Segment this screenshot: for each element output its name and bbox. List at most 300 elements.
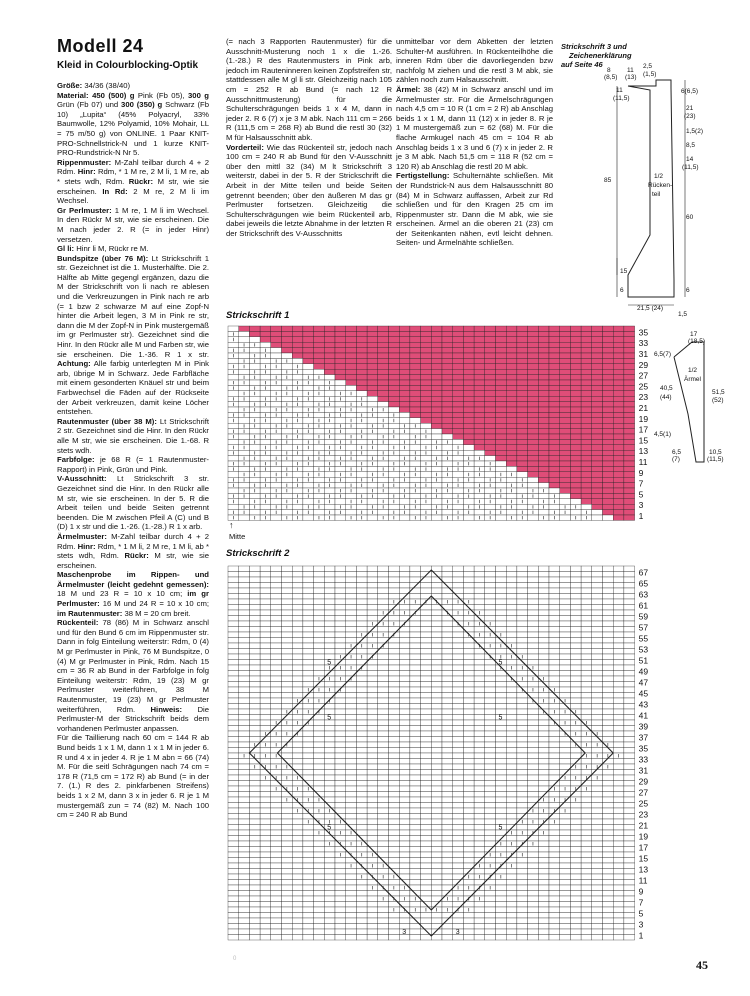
- pink-stitch-cell: [410, 353, 421, 358]
- pink-stitch-cell: [389, 391, 400, 396]
- stitch-cell: [592, 632, 603, 638]
- stitch-cell: [335, 786, 346, 792]
- pink-stitch-cell: [335, 353, 346, 358]
- pink-stitch-cell: [249, 326, 260, 331]
- stitch-cell: [399, 841, 410, 847]
- pink-stitch-cell: [431, 396, 442, 401]
- stitch-cell: [324, 748, 335, 754]
- stitch-cell: [228, 858, 239, 864]
- stitch-cell: [549, 874, 560, 880]
- stitch-cell: [517, 869, 528, 875]
- chart2-row-number: 61: [638, 600, 649, 611]
- stitch-cell: [538, 891, 549, 897]
- black-stitch-cell: [410, 429, 421, 434]
- stitch-cell: [421, 643, 432, 649]
- stitch-cell: [453, 687, 464, 693]
- black-stitch-cell: [249, 510, 260, 515]
- stitch-cell: [538, 869, 549, 875]
- pink-stitch-cell: [560, 402, 571, 407]
- stitch-cell: [517, 858, 528, 864]
- stitch-cell: [292, 572, 303, 578]
- pink-stitch-cell: [324, 369, 335, 374]
- stitch-cell: [378, 847, 389, 853]
- stitch-cell: [538, 874, 549, 880]
- pink-stitch-cell: [485, 342, 496, 347]
- stitch-cell: [613, 709, 624, 715]
- stitch-cell: [399, 715, 410, 721]
- pink-stitch-cell: [624, 412, 635, 417]
- pink-stitch-cell: [431, 418, 442, 423]
- stitch-cell: [528, 896, 539, 902]
- stitch-cell: [356, 896, 367, 902]
- stitch-cell: [463, 709, 474, 715]
- stitch-cell: [549, 610, 560, 616]
- stitch-cell: [603, 775, 614, 781]
- stitch-cell: [239, 896, 250, 902]
- stitch-cell: [378, 770, 389, 776]
- stitch-cell: [528, 753, 539, 759]
- stitch-cell: [282, 660, 293, 666]
- pink-stitch-cell: [528, 402, 539, 407]
- stitch-cell: [282, 753, 293, 759]
- stitch-cell: [249, 935, 260, 941]
- stitch-cell: [603, 825, 614, 831]
- black-stitch-cell: [442, 493, 453, 498]
- stitch-cell: [271, 852, 282, 858]
- stitch-cell: [431, 874, 442, 880]
- stitch-cell: [378, 825, 389, 831]
- stitch-cell: [271, 643, 282, 649]
- black-stitch-cell: [346, 493, 357, 498]
- pink-stitch-cell: [624, 380, 635, 385]
- black-stitch-cell: [292, 456, 303, 461]
- stitch-cell: [324, 891, 335, 897]
- stitch-cell: [249, 880, 260, 886]
- stitch-cell: [282, 836, 293, 842]
- stitch-cell: [549, 737, 560, 743]
- black-stitch-cell: [271, 369, 282, 374]
- stitch-cell: [517, 616, 528, 622]
- pink-stitch-cell: [314, 358, 325, 363]
- stitch-cell: [431, 698, 442, 704]
- stitch-cell: [592, 902, 603, 908]
- stitch-cell: [356, 676, 367, 682]
- stitch-cell: [389, 830, 400, 836]
- stitch-cell: [346, 935, 357, 941]
- stitch-cell: [239, 814, 250, 820]
- stitch-cell: [292, 825, 303, 831]
- stitch-cell: [367, 605, 378, 611]
- pink-stitch-cell: [346, 353, 357, 358]
- pink-stitch-cell: [624, 331, 635, 336]
- pink-stitch-cell: [410, 364, 421, 369]
- pink-stitch-cell: [570, 337, 581, 342]
- stitch-cell: [431, 781, 442, 787]
- stitch-cell: [260, 759, 271, 765]
- stitch-cell: [346, 577, 357, 583]
- pink-stitch-cell: [549, 369, 560, 374]
- stitch-cell: [603, 577, 614, 583]
- pink-stitch-cell: [549, 358, 560, 363]
- stitch-cell: [442, 671, 453, 677]
- pink-stitch-cell: [506, 385, 517, 390]
- pink-stitch-cell: [592, 439, 603, 444]
- pink-stitch-cell: [603, 326, 614, 331]
- stitch-cell: [570, 808, 581, 814]
- stitch-cell: [431, 737, 442, 743]
- black-stitch-cell: [324, 472, 335, 477]
- stitch-cell: [603, 682, 614, 688]
- black-stitch-cell: [335, 402, 346, 407]
- stitch-cell: [603, 605, 614, 611]
- stitch-cell: [517, 731, 528, 737]
- stitch-cell: [603, 638, 614, 644]
- stitch-cell: [303, 830, 314, 836]
- stitch-cell: [528, 918, 539, 924]
- stitch-cell: [485, 929, 496, 935]
- stitch-cell: [410, 748, 421, 754]
- stitch-cell: [346, 753, 357, 759]
- black-stitch-cell: [228, 375, 239, 380]
- pink-stitch-cell: [356, 375, 367, 380]
- stitch-cell: [303, 665, 314, 671]
- stitch-cell: [603, 649, 614, 655]
- chart1-row-number: 17: [638, 424, 649, 435]
- stitch-cell: [271, 836, 282, 842]
- stitch-cell: [453, 819, 464, 825]
- pink-stitch-cell: [496, 407, 507, 412]
- stitch-cell: [496, 885, 507, 891]
- stitch-cell: [581, 599, 592, 605]
- stitch-cell: [410, 698, 421, 704]
- pink-stitch-cell: [517, 337, 528, 342]
- stitch-cell: [399, 638, 410, 644]
- black-stitch-cell: [367, 418, 378, 423]
- measure: (52): [712, 397, 724, 404]
- stitch-cell: [367, 759, 378, 765]
- stitch-cell: [538, 852, 549, 858]
- pink-stitch-cell: [624, 342, 635, 347]
- stitch-cell: [453, 577, 464, 583]
- stitch-cell: [346, 671, 357, 677]
- stitch-cell: [442, 902, 453, 908]
- pink-stitch-cell: [603, 353, 614, 358]
- stitch-cell: [453, 775, 464, 781]
- stitch-cell: [356, 704, 367, 710]
- stitch-cell: [581, 671, 592, 677]
- stitch-cell: [474, 704, 485, 710]
- stitch-cell: [228, 814, 239, 820]
- pink-stitch-cell: [581, 331, 592, 336]
- stitch-cell: [314, 572, 325, 578]
- stitch-cell: [581, 935, 592, 941]
- stitch-cell: [249, 577, 260, 583]
- pink-stitch-cell: [560, 488, 571, 493]
- stitch-cell: [389, 764, 400, 770]
- stitch-cell: [356, 764, 367, 770]
- stitch-cell: [538, 643, 549, 649]
- stitch-cell: [303, 621, 314, 627]
- black-stitch-cell: [442, 477, 453, 482]
- black-stitch-cell: [303, 499, 314, 504]
- stitch-cell: [496, 902, 507, 908]
- instruction-paragraph: [396, 37, 553, 85]
- side-label-line: Zeichenerklärung: [569, 51, 632, 60]
- pink-stitch-cell: [474, 369, 485, 374]
- stitch-cell: [506, 693, 517, 699]
- stitch-cell: [335, 737, 346, 743]
- stitch-cell: [613, 632, 624, 638]
- stitch-cell: [570, 588, 581, 594]
- stitch-cell: [292, 643, 303, 649]
- stitch-cell: [442, 775, 453, 781]
- stitch-cell: [282, 643, 293, 649]
- stitch-cell: [324, 918, 335, 924]
- pink-stitch-cell: [485, 326, 496, 331]
- stitch-cell: [517, 742, 528, 748]
- black-stitch-cell: [538, 493, 549, 498]
- stitch-cell: [421, 588, 432, 594]
- pink-stitch-cell: [592, 396, 603, 401]
- stitch-cell: [560, 753, 571, 759]
- stitch-cell: [581, 770, 592, 776]
- stitch-cell: [271, 693, 282, 699]
- stitch-cell: [474, 902, 485, 908]
- pink-stitch-cell: [271, 337, 282, 342]
- stitch-cell: [613, 797, 624, 803]
- black-stitch-cell: [506, 510, 517, 515]
- stitch-cell: [592, 929, 603, 935]
- pink-stitch-cell: [399, 369, 410, 374]
- pink-stitch-cell: [613, 348, 624, 353]
- stitch-cell: [496, 731, 507, 737]
- stitch-cell: [506, 907, 517, 913]
- pink-stitch-cell: [528, 472, 539, 477]
- stitch-cell: [282, 841, 293, 847]
- stitch-cell: [538, 913, 549, 919]
- pink-stitch-cell: [603, 348, 614, 353]
- stitch-cell: [239, 792, 250, 798]
- stitch-cell: [517, 709, 528, 715]
- pink-stitch-cell: [442, 342, 453, 347]
- stitch-cell: [239, 704, 250, 710]
- stitch-cell: [485, 748, 496, 754]
- stitch-cell: [367, 858, 378, 864]
- pink-stitch-cell: [592, 407, 603, 412]
- stitch-cell: [303, 737, 314, 743]
- stitch-cell: [282, 577, 293, 583]
- stitch-cell: [528, 797, 539, 803]
- stitch-cell: [292, 610, 303, 616]
- stitch-cell: [378, 803, 389, 809]
- stitch-cell: [292, 792, 303, 798]
- pink-stitch-cell: [560, 353, 571, 358]
- stitch-cell: [378, 627, 389, 633]
- black-stitch-cell: [303, 483, 314, 488]
- stitch-cell: [613, 874, 624, 880]
- stitch-cell: [271, 709, 282, 715]
- pink-stitch-cell: [517, 342, 528, 347]
- stitch-cell: [324, 792, 335, 798]
- pink-stitch-cell: [613, 385, 624, 390]
- stitch-cell: [367, 935, 378, 941]
- stitch-cell: [303, 654, 314, 660]
- pink-stitch-cell: [570, 396, 581, 401]
- stitch-cell: [506, 698, 517, 704]
- black-stitch-cell: [314, 510, 325, 515]
- stitch-cell: [485, 781, 496, 787]
- pink-stitch-cell: [378, 342, 389, 347]
- stitch-cell: [485, 902, 496, 908]
- stitch-cell: [453, 836, 464, 842]
- stitch-cell: [463, 726, 474, 732]
- stitch-cell: [271, 594, 282, 600]
- stitch-cell: [506, 588, 517, 594]
- stitch-cell: [421, 764, 432, 770]
- pink-stitch-cell: [399, 375, 410, 380]
- pink-stitch-cell: [292, 337, 303, 342]
- stitch-cell: [314, 759, 325, 765]
- stitch-cell: [517, 792, 528, 798]
- stitch-cell: [538, 583, 549, 589]
- stitch-cell: [239, 632, 250, 638]
- stitch-cell: [292, 676, 303, 682]
- stitch-cell: [570, 698, 581, 704]
- stitch-cell: [260, 929, 271, 935]
- stitch-cell: [260, 698, 271, 704]
- pink-stitch-cell: [356, 385, 367, 390]
- stitch-cell: [592, 748, 603, 754]
- stitch-cell: [378, 572, 389, 578]
- stitch-cell: [603, 671, 614, 677]
- stitch-cell: [560, 665, 571, 671]
- stitch-cell: [335, 896, 346, 902]
- stitch-cell: [517, 748, 528, 754]
- stitch-cell: [474, 764, 485, 770]
- stitch-cell: [506, 687, 517, 693]
- stitch-cell: [335, 891, 346, 897]
- stitch-cell: [581, 709, 592, 715]
- pink-stitch-cell: [592, 348, 603, 353]
- stitch-cell: [303, 583, 314, 589]
- stitch-cell: [581, 880, 592, 886]
- pink-stitch-cell: [613, 439, 624, 444]
- stitch-cell: [421, 731, 432, 737]
- pink-stitch-cell: [581, 456, 592, 461]
- stitch-cell: [314, 814, 325, 820]
- pink-stitch-cell: [367, 375, 378, 380]
- stitch-cell: [410, 874, 421, 880]
- stitch-cell: [367, 792, 378, 798]
- stitch-cell: [570, 874, 581, 880]
- pink-stitch-cell: [570, 423, 581, 428]
- stitch-cell: [421, 830, 432, 836]
- stitch-cell: [335, 869, 346, 875]
- pink-stitch-cell: [581, 472, 592, 477]
- stitch-cell: [324, 902, 335, 908]
- stitch-cell: [335, 759, 346, 765]
- stitch-cell: [560, 588, 571, 594]
- stitch-cell: [389, 803, 400, 809]
- stitch-cell: [399, 676, 410, 682]
- stitch-cell: [228, 935, 239, 941]
- black-stitch-cell: [271, 450, 282, 455]
- pink-stitch-cell: [442, 353, 453, 358]
- stitch-cell: [314, 693, 325, 699]
- pink-stitch-cell: [271, 342, 282, 347]
- stitch-cell: [624, 869, 635, 875]
- stitch-cell: [517, 726, 528, 732]
- stitch-cell: [517, 627, 528, 633]
- pink-stitch-cell: [378, 358, 389, 363]
- pink-stitch-cell: [560, 477, 571, 482]
- stitch-cell: [399, 737, 410, 743]
- stitch-cell: [442, 858, 453, 864]
- black-stitch-cell: [228, 456, 239, 461]
- stitch-cell: [303, 605, 314, 611]
- stitch-cell: [314, 566, 325, 572]
- stitch-cell: [282, 698, 293, 704]
- stitch-cell: [335, 918, 346, 924]
- stitch-cell: [581, 627, 592, 633]
- stitch-cell: [282, 770, 293, 776]
- pink-stitch-cell: [603, 477, 614, 482]
- stitch-cell: [570, 583, 581, 589]
- stitch-cell: [314, 852, 325, 858]
- stitch-cell: [389, 671, 400, 677]
- stitch-cell: [442, 583, 453, 589]
- instruction-paragraph: [57, 91, 209, 158]
- stitch-cell: [496, 588, 507, 594]
- stitch-cell: [314, 748, 325, 754]
- stitch-cell: [410, 715, 421, 721]
- stitch-cell: [603, 786, 614, 792]
- black-stitch-cell: [410, 493, 421, 498]
- stitch-cell: [367, 918, 378, 924]
- stitch-cell: [356, 880, 367, 886]
- stitch-cell: [463, 594, 474, 600]
- pink-stitch-cell: [592, 369, 603, 374]
- chart1-row-number: 33: [638, 338, 649, 349]
- stitch-cell: [335, 610, 346, 616]
- stitch-cell: [410, 852, 421, 858]
- stitch-cell: [399, 649, 410, 655]
- black-stitch-cell: [421, 456, 432, 461]
- pink-stitch-cell: [239, 326, 250, 331]
- stitch-cell: [431, 638, 442, 644]
- stitch-cell: [324, 852, 335, 858]
- stitch-cell: [538, 726, 549, 732]
- stitch-cell: [421, 825, 432, 831]
- stitch-cell: [421, 726, 432, 732]
- pink-stitch-cell: [592, 472, 603, 477]
- black-stitch-cell: [378, 510, 389, 515]
- stitch-cell: [389, 742, 400, 748]
- pink-stitch-cell: [570, 348, 581, 353]
- pink-stitch-cell: [613, 504, 624, 509]
- black-stitch-cell: [367, 402, 378, 407]
- chart1-title: Strickschrift 1: [226, 310, 290, 321]
- stitch-cell: [592, 643, 603, 649]
- stitch-cell: [356, 731, 367, 737]
- stitch-cell: [560, 638, 571, 644]
- stitch-cell: [410, 797, 421, 803]
- stitch-cell: [613, 880, 624, 886]
- stitch-cell: [389, 852, 400, 858]
- instruction-text: (= nach 3 Rapporten Rautenmuster) für die Ausschnitt-Musterung noch 1 x die 1.-26. (1.-28.) R des Rautenmusters in Pink arb, jedoch im Rauteninneren keinen Zopfstreifen str, stattdessen alle M gl li str. Gleichzeitig nach 105 cm = 252 R ab Bund (= nach 12 R Ausschnittmusterung) für die Schulterschrägungen beids 1 x 4 M, dann in jeder 2. R 6 (7) x je 3 M abk. Nach 111 cm = 266 R (111,5 cm = 268 R) ab Bund die restl 30 (32) M für Halsausschnitt abk.: [226, 37, 392, 142]
- stitch-cell: [613, 786, 624, 792]
- stitch-cell: [314, 841, 325, 847]
